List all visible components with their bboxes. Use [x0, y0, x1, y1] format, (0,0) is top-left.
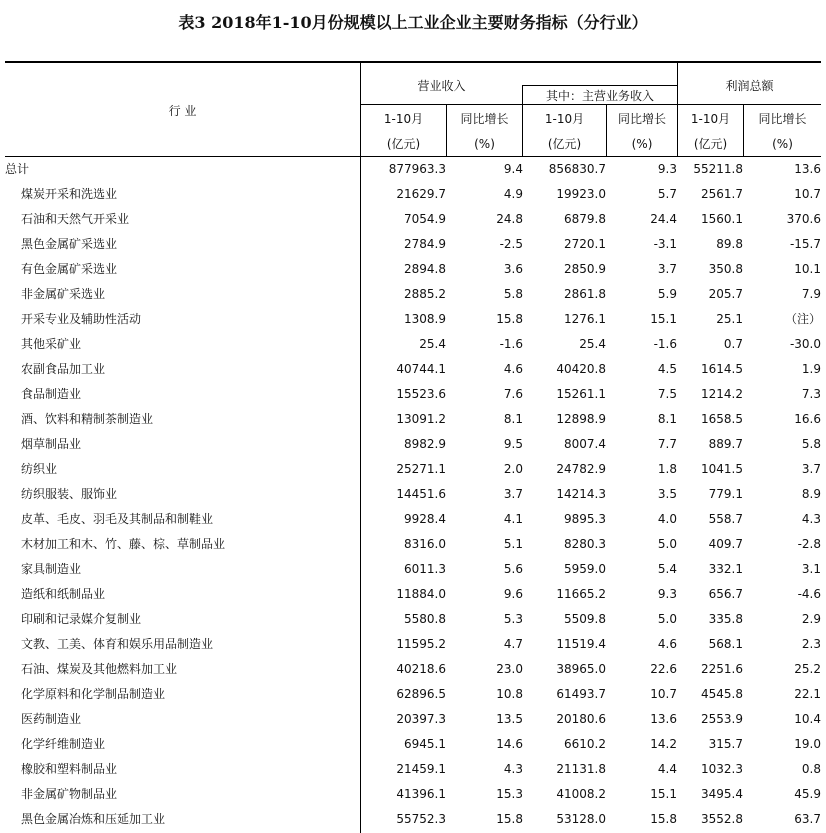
revenue-value: 13091.2 [396, 412, 446, 426]
revenue-value: 25.4 [419, 337, 446, 351]
revenue-yoy-value: 9.6 [503, 587, 523, 601]
revenue-value: 40744.1 [396, 362, 446, 376]
industry-name: 橡胶和塑料制品业 [21, 762, 118, 776]
profit-value: 205.7 [708, 287, 743, 301]
main-business-value: 11519.4 [556, 637, 606, 651]
header-revenue-yoy-unit: (%) [474, 137, 495, 151]
industry-name: 木材加工和木、竹、藤、棕、草制品业 [21, 537, 226, 551]
revenue-yoy-value: 8.1 [503, 412, 523, 426]
revenue-yoy-value: 3.6 [503, 262, 523, 276]
table-row [0, 507, 826, 532]
revenue-yoy-value: 2.0 [503, 462, 523, 476]
profit-value: 25.1 [716, 312, 743, 326]
profit-value: 335.8 [708, 612, 743, 626]
main-business-value: 5509.8 [564, 612, 606, 626]
main-business-value: 21131.8 [556, 762, 606, 776]
industry-name: 纺织业 [21, 462, 58, 476]
industry-name: 皮革、毛皮、羽毛及其制品和制鞋业 [21, 512, 214, 526]
main-business-yoy-value: 5.7 [657, 187, 677, 201]
revenue-yoy-value: 3.7 [503, 487, 523, 501]
revenue-yoy-value: 10.8 [496, 687, 523, 701]
revenue-yoy-value: 4.9 [503, 187, 523, 201]
table-row [0, 732, 826, 757]
revenue-yoy-value: 15.3 [496, 787, 523, 801]
table-row [0, 432, 826, 457]
header-profit-unit: (亿元) [693, 137, 728, 151]
profit-yoy-value: 16.6 [794, 412, 821, 426]
industry-name: 煤炭开采和洗选业 [21, 187, 118, 201]
main-business-yoy-value: 14.2 [650, 737, 677, 751]
header-revenue-unit: (亿元) [386, 137, 421, 151]
main-business-value: 25.4 [579, 337, 606, 351]
revenue-value: 40218.6 [396, 662, 446, 676]
profit-yoy-value: 10.7 [794, 187, 821, 201]
profit-yoy-value: 10.4 [794, 712, 821, 726]
profit-yoy-value: 7.3 [801, 387, 821, 401]
profit-yoy-value: 1.9 [801, 362, 821, 376]
revenue-value: 2784.9 [404, 237, 446, 251]
revenue-yoy-value: 23.0 [496, 662, 523, 676]
industry-name: 黑色金属矿采选业 [21, 237, 118, 251]
profit-value: 656.7 [708, 587, 743, 601]
profit-value: 1658.5 [701, 412, 743, 426]
revenue-yoy-value: -1.6 [499, 337, 523, 351]
industry-name: 家具制造业 [21, 562, 82, 576]
main-business-value: 856830.7 [548, 162, 606, 176]
profit-yoy-value: -15.7 [789, 237, 821, 251]
table-row [0, 382, 826, 407]
table-row [0, 682, 826, 707]
profit-yoy-value: 8.9 [801, 487, 821, 501]
main-business-value: 6610.2 [564, 737, 606, 751]
main-business-yoy-value: 15.8 [650, 812, 677, 826]
main-business-value: 14214.3 [556, 487, 606, 501]
revenue-value: 21629.7 [396, 187, 446, 201]
revenue-yoy-value: 13.5 [496, 712, 523, 726]
industry-name: 酒、饮料和精制茶制造业 [21, 412, 154, 426]
table-row [0, 557, 826, 582]
main-business-yoy-value: 15.1 [650, 312, 677, 326]
profit-yoy-value: -4.6 [797, 587, 821, 601]
table-row [0, 307, 826, 332]
profit-value: 1614.5 [701, 362, 743, 376]
profit-yoy-value: 22.1 [794, 687, 821, 701]
main-business-value: 2850.9 [564, 262, 606, 276]
industry-name: 有色金属矿采选业 [21, 262, 118, 276]
revenue-yoy-value: 4.6 [503, 362, 523, 376]
header-main-period: 1-10月 [544, 112, 585, 126]
table-body [0, 157, 826, 832]
revenue-value: 15523.6 [396, 387, 446, 401]
revenue-value: 877963.3 [388, 162, 446, 176]
group-bottom-rule [361, 104, 821, 105]
main-business-yoy-value: 22.6 [650, 662, 677, 676]
main-business-yoy-value: 9.3 [657, 587, 677, 601]
revenue-value: 6945.1 [404, 737, 446, 751]
table-row [0, 207, 826, 232]
table-row [0, 407, 826, 432]
main-business-value: 1276.1 [564, 312, 606, 326]
table-row [0, 757, 826, 782]
main-business-yoy-value: 4.4 [657, 762, 677, 776]
industry-name: 文教、工美、体育和娱乐用品制造业 [21, 637, 214, 651]
revenue-value: 8316.0 [404, 537, 446, 551]
revenue-value: 14451.6 [396, 487, 446, 501]
revenue-value: 9928.4 [404, 512, 446, 526]
header-profit-yoy: 同比增长 [758, 112, 807, 126]
table-row [0, 807, 826, 832]
table-row [0, 607, 826, 632]
revenue-yoy-value: 4.1 [503, 512, 523, 526]
main-business-yoy-value: 8.1 [657, 412, 677, 426]
revenue-yoy-value: 5.3 [503, 612, 523, 626]
revenue-yoy-value: 9.4 [503, 162, 523, 176]
main-business-yoy-value: 24.4 [650, 212, 677, 226]
profit-value: 1560.1 [701, 212, 743, 226]
main-business-yoy-value: 4.5 [657, 362, 677, 376]
table-title: 表3 2018年1-10月份规模以上工业企业主要财务指标（分行业） [178, 13, 648, 32]
industry-name: 食品制造业 [21, 387, 82, 401]
revenue-yoy-value: 4.3 [503, 762, 523, 776]
revenue-value: 21459.1 [396, 762, 446, 776]
profit-yoy-value: 19.0 [794, 737, 821, 751]
main-business-value: 41008.2 [556, 787, 606, 801]
profit-value: 3552.8 [701, 812, 743, 826]
revenue-yoy-value: -2.5 [499, 237, 523, 251]
revenue-value: 2885.2 [404, 287, 446, 301]
table-row [0, 782, 826, 807]
main-business-value: 19923.0 [556, 187, 606, 201]
main-business-value: 9895.3 [564, 512, 606, 526]
revenue-value: 20397.3 [396, 712, 446, 726]
profit-value: 2561.7 [701, 187, 743, 201]
main-business-value: 2861.8 [564, 287, 606, 301]
profit-yoy-value: 0.8 [801, 762, 821, 776]
main-business-value: 40420.8 [556, 362, 606, 376]
table-row [0, 707, 826, 732]
table-row [0, 257, 826, 282]
main-business-value: 61493.7 [556, 687, 606, 701]
revenue-value: 5580.8 [404, 612, 446, 626]
main-business-value: 8280.3 [564, 537, 606, 551]
profit-value: 568.1 [708, 637, 743, 651]
main-business-value: 8007.4 [564, 437, 606, 451]
header-revenue-yoy: 同比增长 [460, 112, 509, 126]
header-profit: 利润总额 [725, 79, 774, 93]
table-row [0, 482, 826, 507]
revenue-value: 11884.0 [396, 587, 446, 601]
profit-value: 55211.8 [693, 162, 743, 176]
profit-value: 350.8 [708, 262, 743, 276]
industry-name: 黑色金属冶炼和压延加工业 [21, 812, 166, 826]
main-business-yoy-value: 13.6 [650, 712, 677, 726]
profit-value: 4545.8 [701, 687, 743, 701]
industry-name: 石油、煤炭及其他燃料加工业 [21, 662, 178, 676]
main-business-value: 38965.0 [556, 662, 606, 676]
main-business-yoy-value: 1.8 [657, 462, 677, 476]
profit-value: 409.7 [708, 537, 743, 551]
table-row [0, 357, 826, 382]
industry-name: 石油和天然气开采业 [21, 212, 130, 226]
revenue-yoy-value: 9.5 [503, 437, 523, 451]
industry-name: 化学纤维制造业 [21, 737, 106, 751]
revenue-value: 1308.9 [404, 312, 446, 326]
industry-name: 化学原料和化学制品制造业 [21, 687, 166, 701]
table-row [0, 182, 826, 207]
profit-value: 779.1 [708, 487, 743, 501]
revenue-value: 8982.9 [404, 437, 446, 451]
main-business-value: 15261.1 [556, 387, 606, 401]
main-business-yoy-value: -1.6 [653, 337, 677, 351]
main-business-value: 12898.9 [556, 412, 606, 426]
table-row [0, 332, 826, 357]
profit-yoy-value: 45.9 [794, 787, 821, 801]
main-business-yoy-value: 3.7 [657, 262, 677, 276]
industry-name: 纺织服装、服饰业 [21, 487, 118, 501]
main-business-yoy-value: 15.1 [650, 787, 677, 801]
main-business-yoy-value: 7.5 [657, 387, 677, 401]
profit-yoy-value: 3.7 [801, 462, 821, 476]
main-business-value: 11665.2 [556, 587, 606, 601]
table-row [0, 582, 826, 607]
profit-yoy-value: 10.1 [794, 262, 821, 276]
profit-value: 1032.3 [701, 762, 743, 776]
revenue-value: 62896.5 [396, 687, 446, 701]
profit-value: 558.7 [708, 512, 743, 526]
revenue-yoy-value: 15.8 [496, 812, 523, 826]
industry-name: 非金属矿采选业 [21, 287, 106, 301]
main-business-yoy-value: 7.7 [657, 437, 677, 451]
profit-value: 1214.2 [701, 387, 743, 401]
industry-name: 造纸和纸制品业 [21, 587, 106, 601]
profit-yoy-value: 3.1 [801, 562, 821, 576]
industry-name: 印刷和记录媒介复制业 [21, 612, 142, 626]
revenue-yoy-value: 5.1 [503, 537, 523, 551]
profit-value: 89.8 [716, 237, 743, 251]
profit-yoy-value: 13.6 [794, 162, 821, 176]
main-business-value: 2720.1 [564, 237, 606, 251]
main-business-yoy-value: 5.4 [657, 562, 677, 576]
revenue-yoy-value: 7.6 [503, 387, 523, 401]
revenue-value: 55752.3 [396, 812, 446, 826]
profit-value: 0.7 [723, 337, 743, 351]
revenue-value: 41396.1 [396, 787, 446, 801]
profit-yoy-value: -30.0 [789, 337, 821, 351]
table-row [0, 532, 826, 557]
profit-yoy-value: 4.3 [801, 512, 821, 526]
industry-name: 烟草制品业 [21, 437, 82, 451]
revenue-yoy-value: 5.6 [503, 562, 523, 576]
profit-yoy-value: 2.9 [801, 612, 821, 626]
industry-name: 非金属矿物制品业 [21, 787, 118, 801]
main-business-yoy-value: 4.6 [657, 637, 677, 651]
main-business-value: 6879.8 [564, 212, 606, 226]
main-business-yoy-value: 5.9 [657, 287, 677, 301]
header-main-business: 其中：主营业务收入 [545, 89, 654, 103]
header-revenue-period: 1-10月 [383, 112, 424, 126]
profit-yoy-value: 370.6 [786, 212, 821, 226]
industry-name: 总计 [5, 162, 30, 176]
industry-name: 农副食品加工业 [21, 362, 106, 376]
header-main-unit: (亿元) [547, 137, 582, 151]
main-business-value: 24782.9 [556, 462, 606, 476]
profit-yoy-value: 25.2 [794, 662, 821, 676]
industry-name: 其他采矿业 [21, 337, 82, 351]
main-business-yoy-value: 5.0 [657, 612, 677, 626]
profit-value: 3495.4 [701, 787, 743, 801]
revenue-value: 25271.1 [396, 462, 446, 476]
table-row [0, 632, 826, 657]
revenue-yoy-value: 14.6 [496, 737, 523, 751]
profit-yoy-value: 2.3 [801, 637, 821, 651]
industry-name: 开采专业及辅助性活动 [21, 312, 142, 326]
revenue-yoy-value: 15.8 [496, 312, 523, 326]
revenue-value: 2894.8 [404, 262, 446, 276]
main-business-yoy-value: -3.1 [653, 237, 677, 251]
revenue-yoy-value: 4.7 [503, 637, 523, 651]
main-business-yoy-value: 5.0 [657, 537, 677, 551]
revenue-value: 6011.3 [404, 562, 446, 576]
main-business-value: 53128.0 [556, 812, 606, 826]
main-business-top-rule [523, 85, 677, 86]
profit-value: 889.7 [708, 437, 743, 451]
profit-value: 1041.5 [701, 462, 743, 476]
profit-yoy-value: -2.8 [797, 537, 821, 551]
revenue-value: 11595.2 [396, 637, 446, 651]
header-revenue: 营业收入 [417, 79, 466, 93]
revenue-value: 7054.9 [404, 212, 446, 226]
main-business-yoy-value: 3.5 [657, 487, 677, 501]
header-industry: 行 业 [168, 104, 197, 118]
industry-name: 医药制造业 [21, 712, 82, 726]
header-main-yoy-unit: (%) [631, 137, 653, 151]
profit-value: 2553.9 [701, 712, 743, 726]
main-business-value: 20180.6 [556, 712, 606, 726]
table-row [0, 457, 826, 482]
table-row [0, 232, 826, 257]
header-main-yoy: 同比增长 [617, 112, 666, 126]
table-row [0, 657, 826, 682]
main-business-yoy-value: 10.7 [650, 687, 677, 701]
header-profit-period: 1-10月 [690, 112, 731, 126]
profit-yoy-value: （注） [784, 312, 821, 326]
profit-value: 2251.6 [701, 662, 743, 676]
profit-yoy-value: 63.7 [794, 812, 821, 826]
table-row [0, 157, 826, 182]
profit-value: 315.7 [708, 737, 743, 751]
table-top-rule [5, 61, 821, 63]
revenue-yoy-value: 5.8 [503, 287, 523, 301]
table-row [0, 282, 826, 307]
main-business-value: 5959.0 [564, 562, 606, 576]
profit-yoy-value: 5.8 [801, 437, 821, 451]
header-profit-yoy-unit: (%) [772, 137, 793, 151]
main-business-yoy-value: 4.0 [657, 512, 677, 526]
main-business-yoy-value: 9.3 [657, 162, 677, 176]
revenue-yoy-value: 24.8 [496, 212, 523, 226]
profit-yoy-value: 7.9 [801, 287, 821, 301]
profit-value: 332.1 [708, 562, 743, 576]
